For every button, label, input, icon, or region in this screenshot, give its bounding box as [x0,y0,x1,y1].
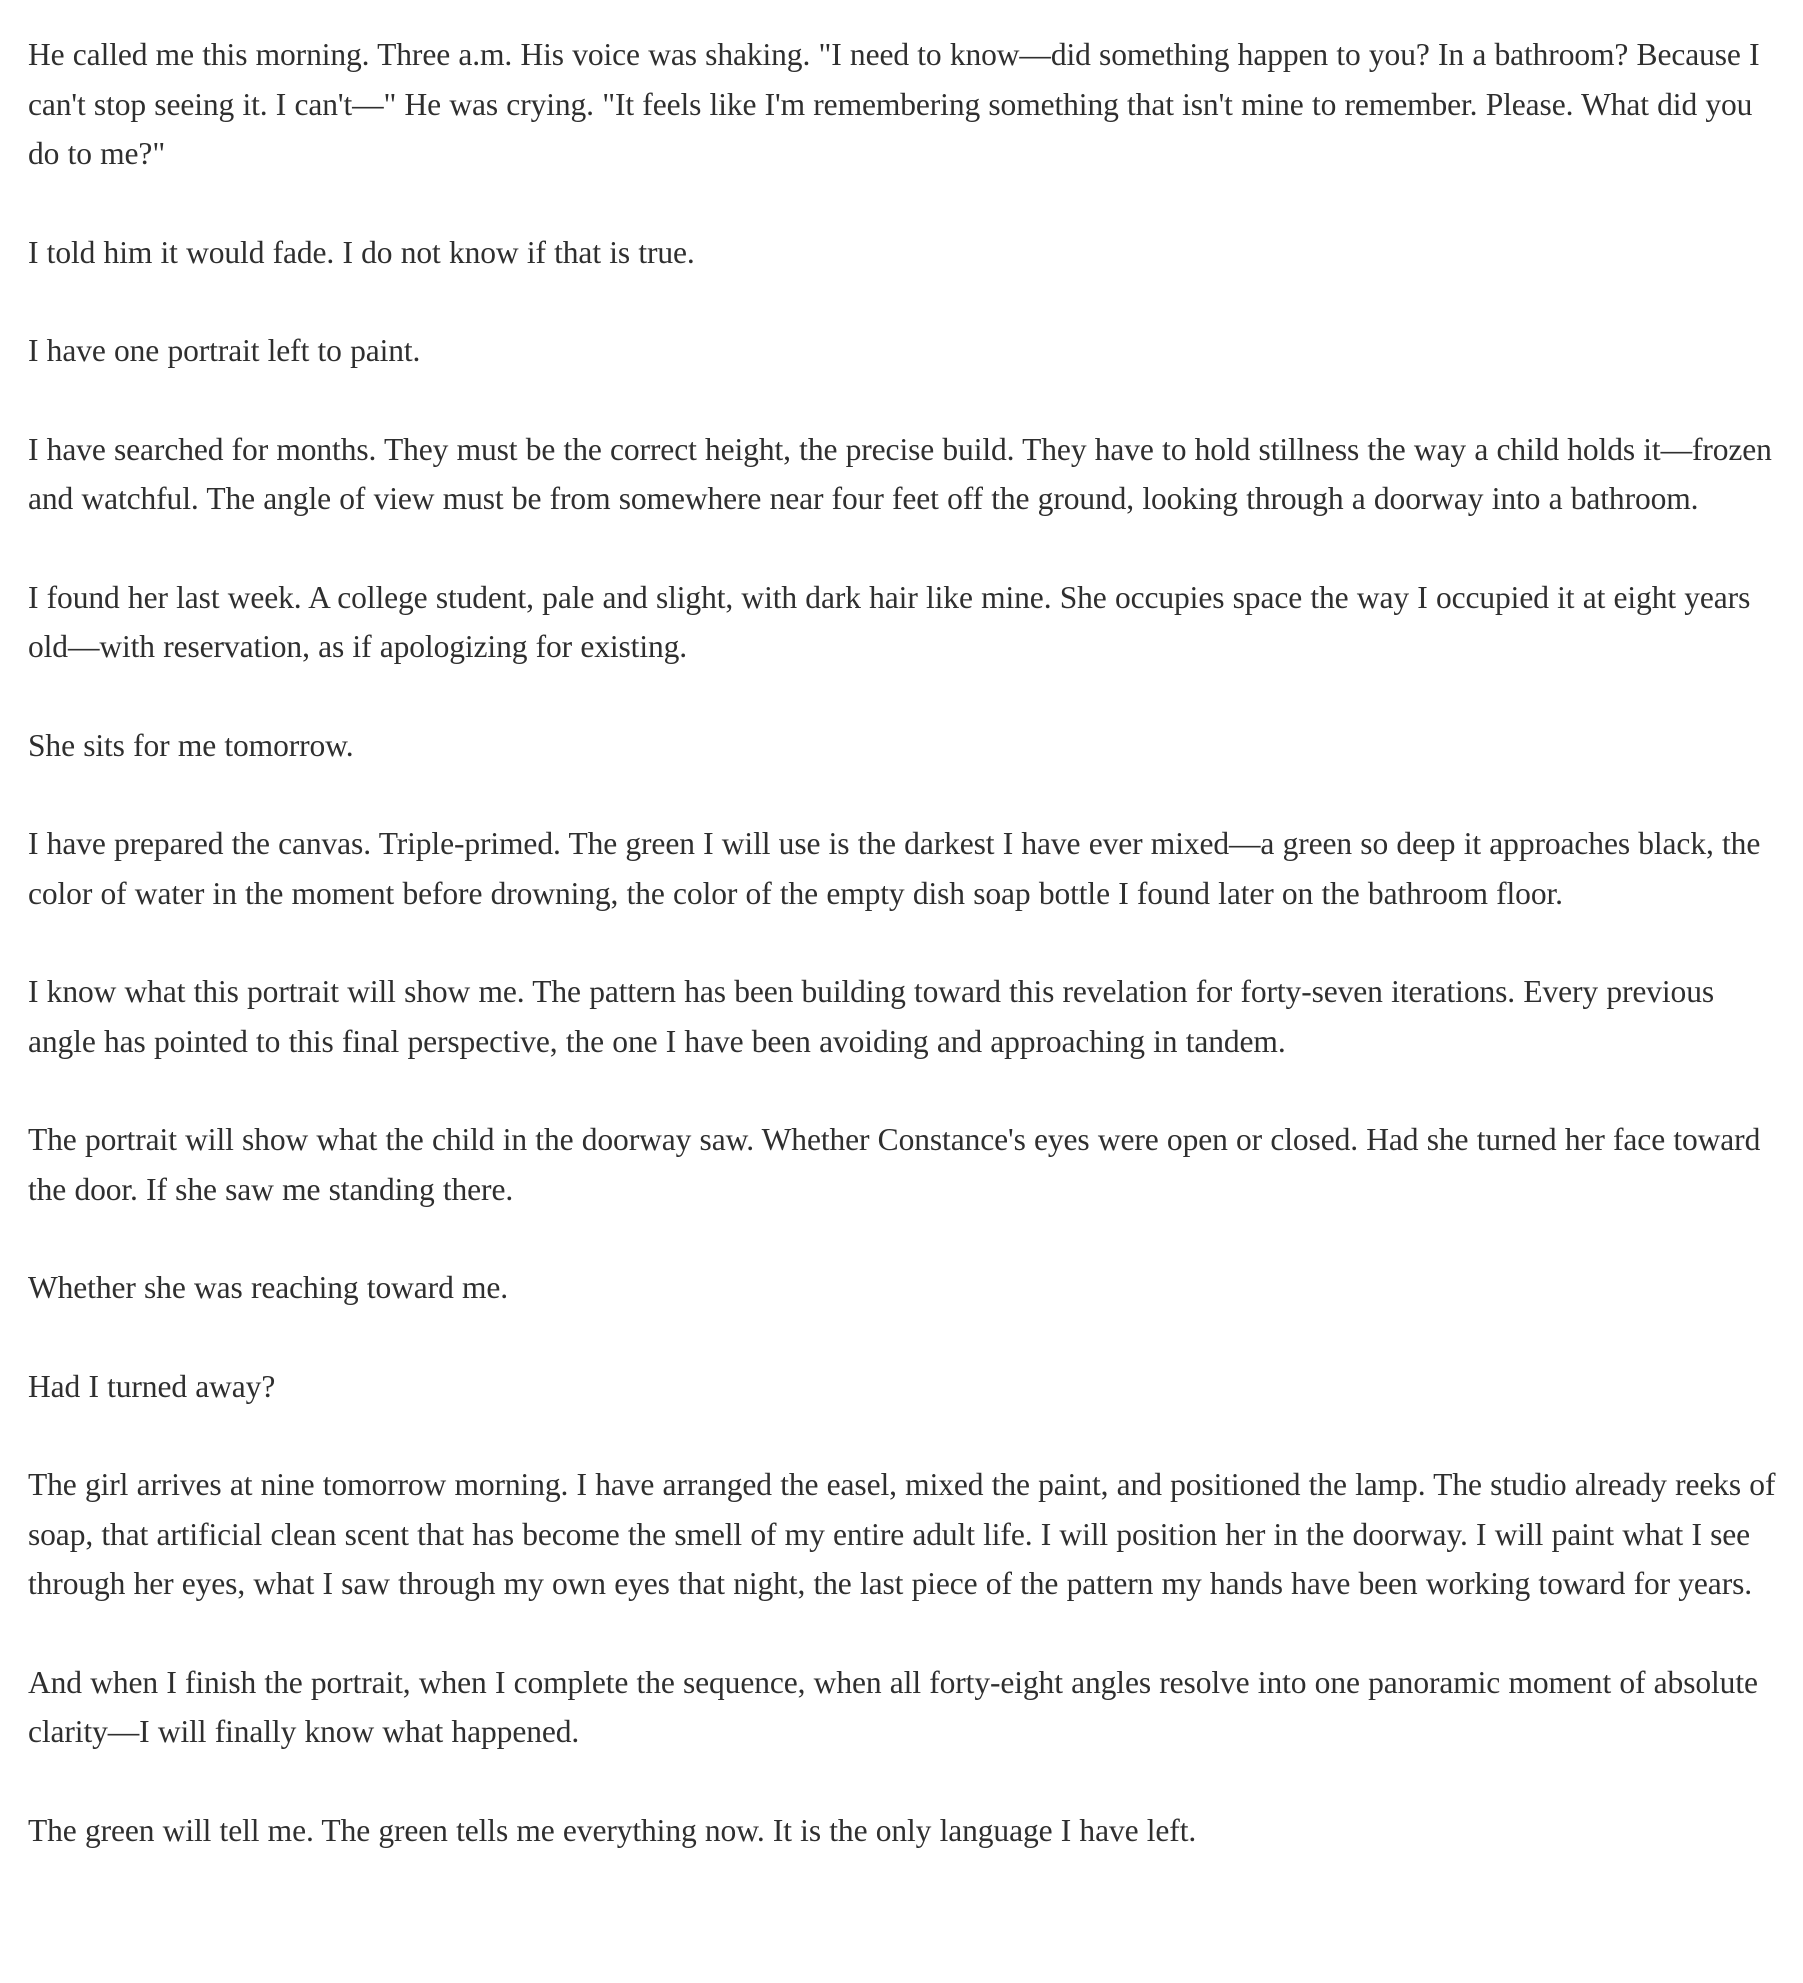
article-body [28,30,1780,1855]
paragraph: I know what this portrait will show me. The pattern has been building toward this revelation for forty-seven iterations. Every previous angle has pointed to this final perspective, the one I have been avoiding and approaching in tandem. [28,974,1715,1059]
paragraph: I found her last week. A college student, pale and slight, with dark hair like mine. She occupies space the way I occupied it at eight years old—with reservation, as if apologizing for existing. [28,579,1751,664]
paragraph: I have prepared the canvas. Triple-primed. The green I will use is the darkest I have ever mixed—a green so deep it approaches black, the color of water in the moment before drowning, the color of the empty dish soap bottle I found later on the bathroom floor. [28,826,1761,911]
paragraph: The portrait will show what the child in the doorway saw. Whether Constance's eyes were open or closed. Had she turned her face toward the door. If she saw me standing there. [28,1122,1761,1207]
paragraph: She sits for me tomorrow. [28,727,354,763]
paragraph: And when I finish the portrait, when I complete the sequence, when all forty-eight angles resolve into one panoramic moment of absolute clarity—I will finally know what happened. [28,1664,1758,1749]
paragraph: The girl arrives at nine tomorrow morning. I have arranged the easel, mixed the paint, and positioned the lamp. The studio already reeks of soap, that artificial clean scent that has become the smell of my entire adult life. I will position her in the doorway. I will paint what I see through her eyes, what I saw through my own eyes that night, the last piece of the pattern my hands have been working toward for years. [28,1467,1776,1601]
paragraph: I told him it would fade. I do not know if that is true. [28,234,695,270]
paragraph: I have one portrait left to paint. [28,333,421,368]
paragraph: Had I turned away? [28,1368,276,1404]
paragraph: He called me this morning. Three a.m. His voice was shaking. "I need to know—did something happen to you? In a bathroom? Because I can't stop seeing it. I can't—" He was crying. "It feels like I'm remembering something that isn't mine to remember. Please. What did you do to me?" [28,37,1760,171]
paragraph: The green will tell me. The green tells me everything now. It is the only language I have left. [28,1812,1197,1848]
paragraph: I have searched for months. They must be the correct height, the precise build. They have to hold stillness the way a child holds it—frozen and watchful. The angle of view must be from somewhere near four feet off the ground, looking through a doorway into a bathroom. [28,431,1772,516]
paragraph: Whether she was reaching toward me. [28,1270,509,1305]
